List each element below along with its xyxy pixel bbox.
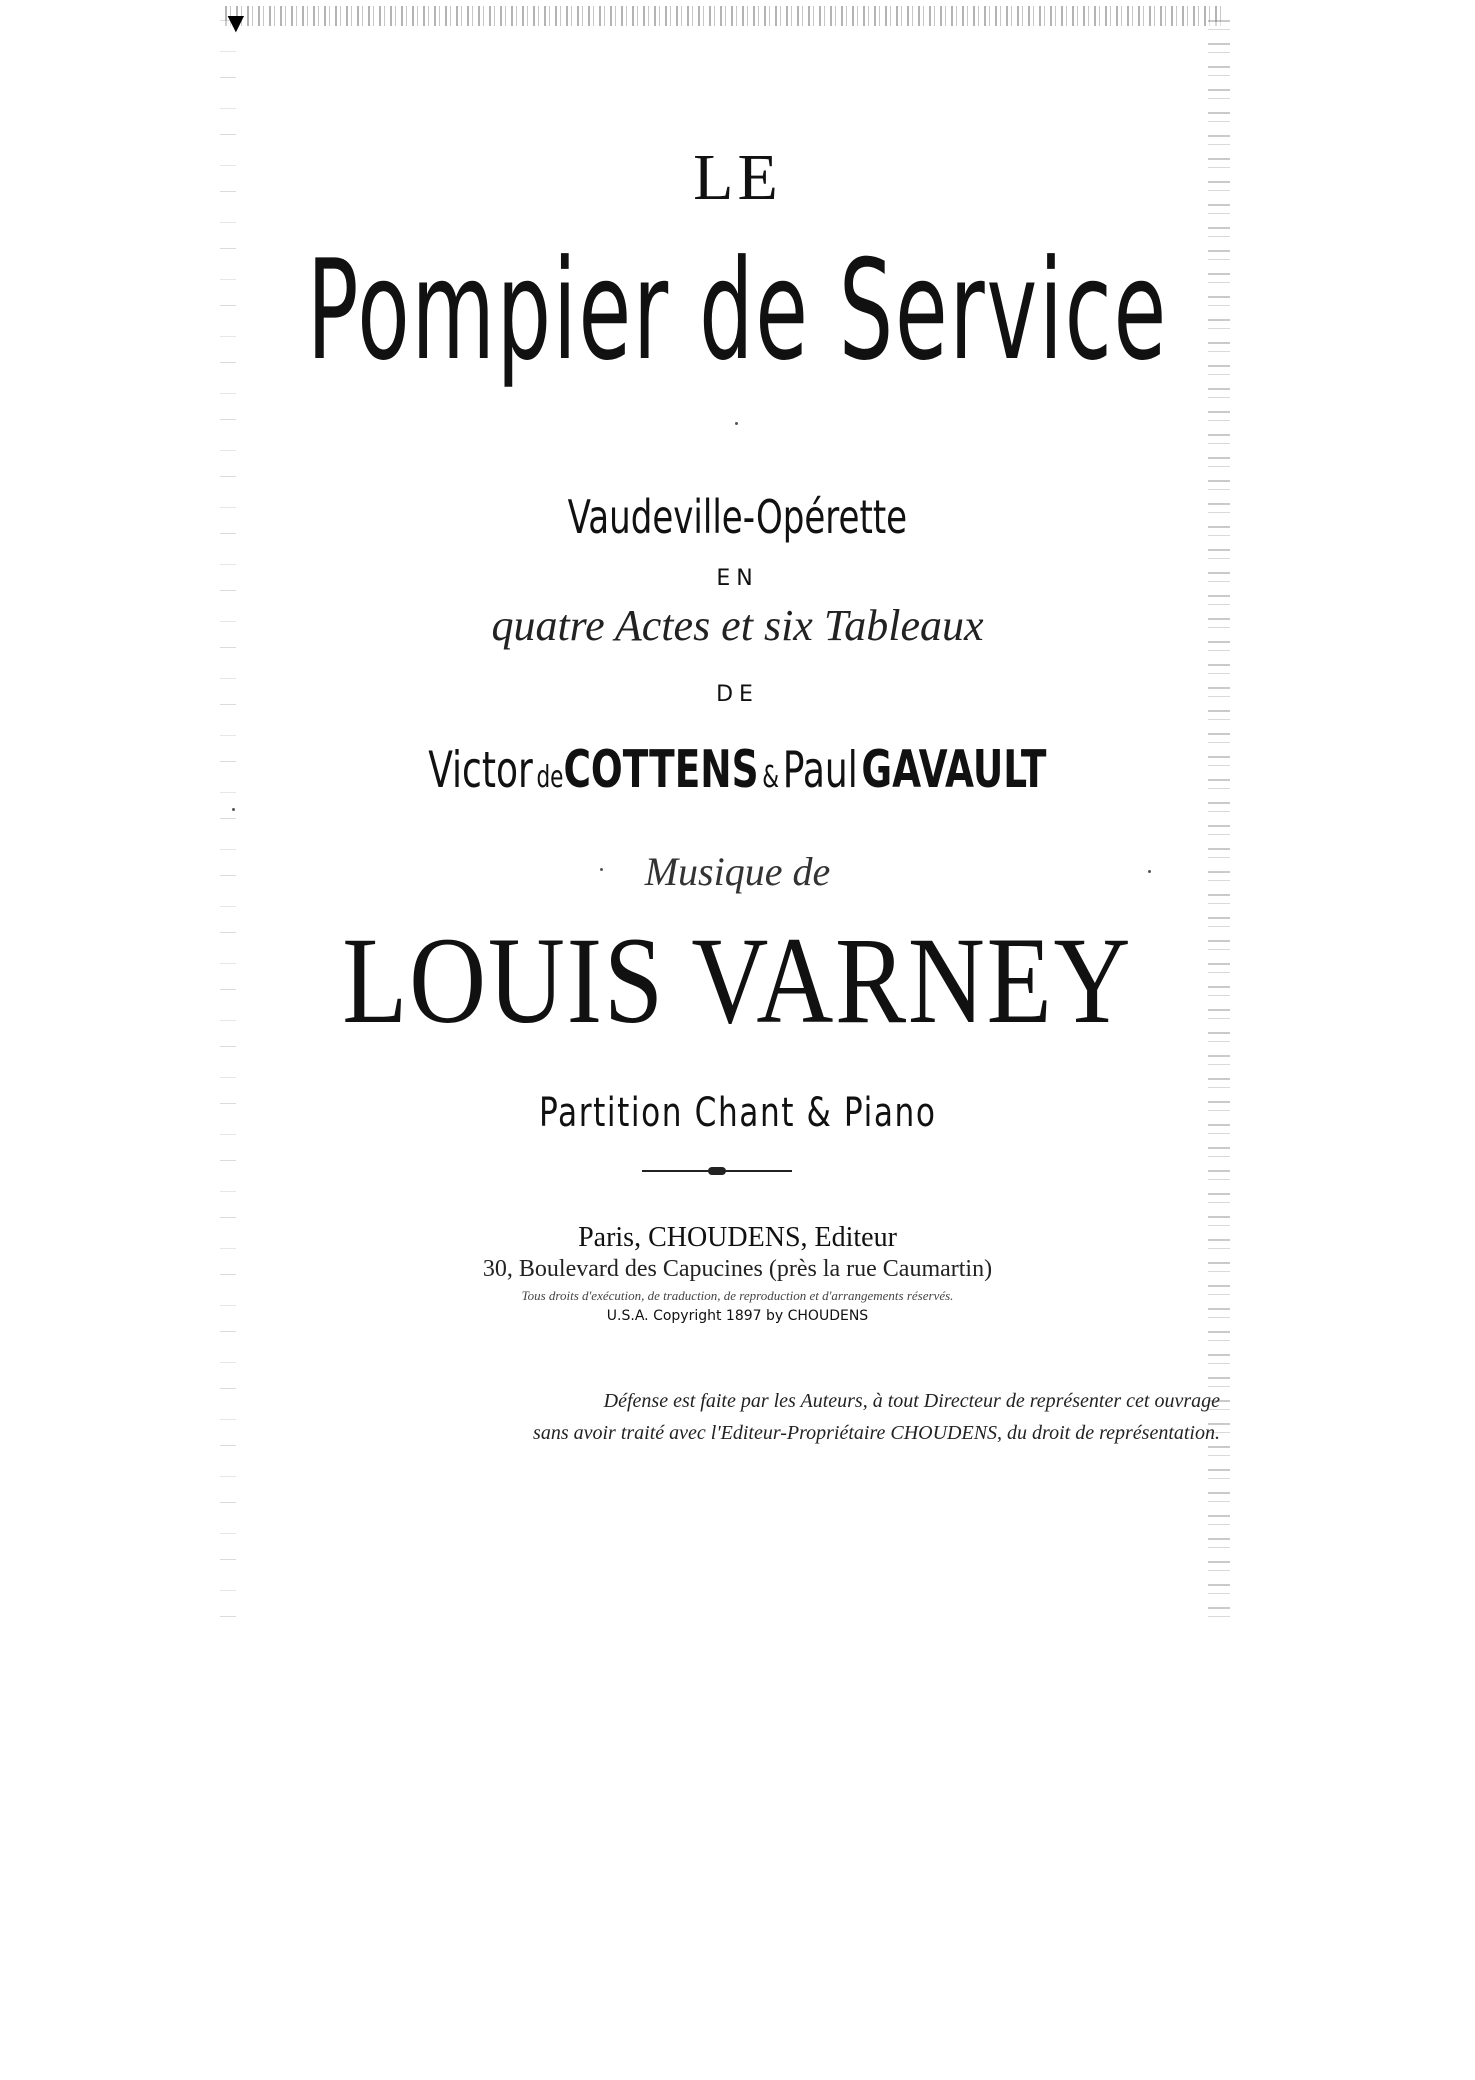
authors-ampersand: & [762, 760, 780, 795]
conjunction-de: DE [716, 682, 759, 707]
performance-notice-line1: Défense est faite par les Auteurs, à tout Directeur de représenter cet ouvrage [603, 1390, 1220, 1412]
author1-surname: COTTENS [563, 740, 759, 800]
genre-container [0, 490, 1475, 544]
publisher: Paris, CHOUDENS, Editeur [578, 1222, 897, 1253]
acts-description: quatre Actes et six Tableaux [491, 601, 984, 650]
scan-speck [232, 808, 235, 811]
author2-surname: GAVAULT [861, 740, 1047, 800]
work-title: Pompier de Service [306, 230, 1169, 391]
scan-speck [735, 422, 738, 425]
author2-given-name: Paul [782, 741, 858, 799]
librettists [0, 740, 1475, 800]
genre: Vaudeville-Opérette [567, 490, 908, 544]
publisher-address: 30, Boulevard des Capucines (près la rue Caumartin) [482, 1256, 993, 1282]
performance-notice-line2: sans avoir traité avec l'Editeur-Propriétaire CHOUDENS, du droit de représentation. [533, 1422, 1220, 1444]
edition-type: Partition Chant & Piano [538, 1090, 937, 1136]
edition-container [0, 1090, 1475, 1136]
copyright-notice: U.S.A. Copyright 1897 by CHOUDENS [606, 1308, 869, 1324]
work-title-container [0, 230, 1475, 391]
author1-particle: de [536, 760, 564, 795]
scan-speck [1148, 870, 1151, 873]
scan-speck [600, 868, 603, 871]
author1-given-name: Victor [428, 741, 533, 799]
corner-mark-icon: ▼ [222, 8, 250, 39]
composer-name: LOUIS VARNEY [342, 912, 1133, 1049]
conjunction-en: EN [716, 566, 759, 591]
rights-notice: Tous droits d'exécution, de traduction, de reproduction et d'arrangements réservés. [521, 1288, 954, 1303]
title-article: LE [693, 141, 782, 214]
ornamental-divider [642, 1170, 792, 1172]
scan-border-top [225, 6, 1225, 26]
music-by-label: Musique de [644, 849, 831, 894]
composer-container [0, 910, 1475, 1052]
